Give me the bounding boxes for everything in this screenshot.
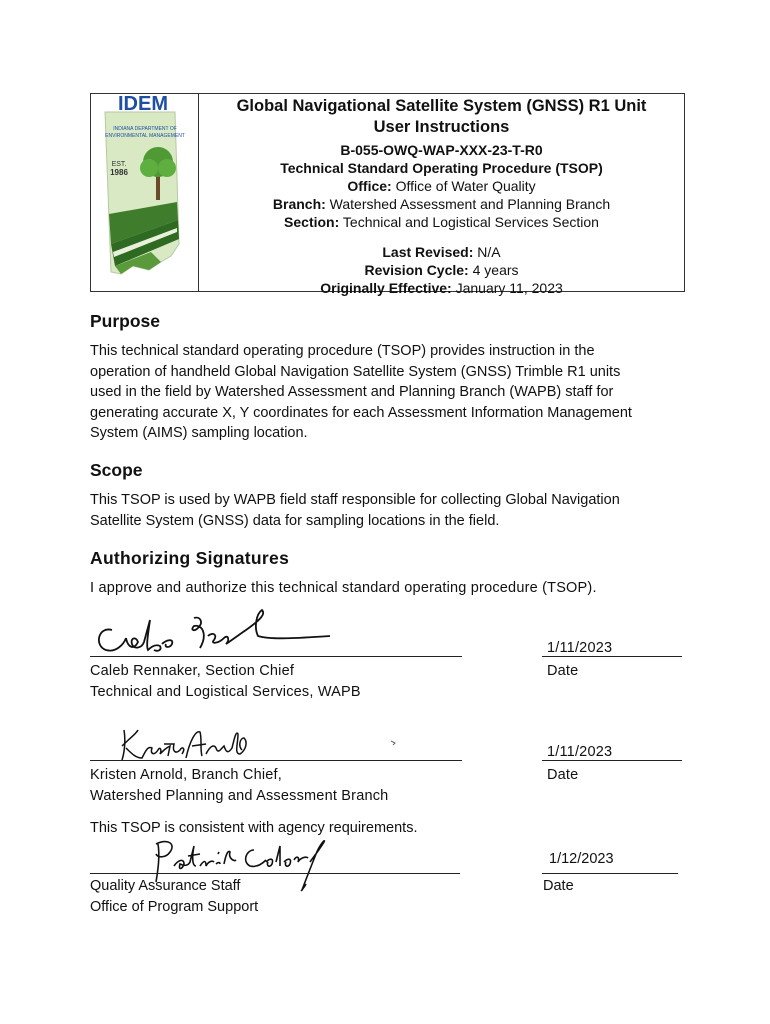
- office-line: [199, 177, 684, 195]
- title-line-1: Global Navigational Satellite System (GNSS) R1 Unit: [236, 97, 647, 115]
- section-line: [199, 213, 684, 231]
- effective-label: Originally Effective:: [320, 280, 452, 296]
- signature-line-3: [90, 873, 460, 874]
- signature-line-2: [90, 760, 462, 761]
- effective-line: [199, 279, 684, 297]
- date-line-3: [542, 873, 678, 874]
- last-revised-value: N/A: [473, 244, 501, 260]
- last-revised-line: [199, 243, 684, 261]
- revision-cycle-line: [199, 261, 684, 279]
- signatures-intro: I approve and authorize this technical standard operating procedure (TSOP).: [90, 580, 597, 596]
- signature-2-date: 1/11/2023: [547, 744, 613, 760]
- purpose-line: used in the field by Watershed Assessment and Planning Branch (WAPB) staff for: [90, 384, 614, 400]
- signer-2-title: Watershed Planning and Assessment Branch: [90, 788, 389, 804]
- section-label: Section:: [284, 214, 340, 230]
- date-label-2: Date: [547, 767, 579, 783]
- scope-heading: Scope: [90, 460, 143, 480]
- office-value: Office of Water Quality: [391, 178, 536, 194]
- scope-line: This TSOP is used by WAPB field staff responsible for collecting Global Navigation: [90, 492, 620, 508]
- logo-tagline-1: INDIANA DEPARTMENT OF: [113, 126, 177, 132]
- logo-est: EST.: [111, 161, 127, 168]
- branch-line: [199, 195, 684, 213]
- signer-3-title: Office of Program Support: [90, 899, 259, 915]
- document-header: [90, 93, 685, 296]
- signatures-heading: Authorizing Signatures: [90, 548, 290, 568]
- revision-cycle-label: Revision Cycle:: [364, 262, 469, 278]
- signer-2-name: Kristen Arnold, Branch Chief,: [90, 767, 282, 783]
- date-label-1: Date: [547, 663, 579, 679]
- signature-1-date: 1/11/2023: [547, 640, 613, 656]
- consistency-statement: This TSOP is consistent with agency requirements.: [90, 820, 418, 836]
- signer-3-name: Quality Assurance Staff: [90, 878, 241, 894]
- document-number: B-055-OWQ-WAP-XXX-23-T-R0: [340, 142, 543, 158]
- logo-brand: IDEM: [118, 94, 168, 115]
- header-text: [199, 94, 684, 297]
- section-value: Technical and Logistical Services Section: [339, 214, 599, 230]
- branch-value: Watershed Assessment and Planning Branch: [325, 196, 611, 212]
- revision-cycle-value: 4 years: [468, 262, 519, 278]
- branch-label: Branch:: [272, 196, 326, 212]
- signature-3-date: 1/12/2023: [549, 851, 614, 867]
- office-label: Office:: [347, 178, 392, 194]
- purpose-line: generating accurate X, Y coordinates for each Assessment Information Management: [90, 404, 632, 421]
- scope-paragraph: [90, 490, 680, 531]
- idem-logo: [91, 94, 199, 291]
- signer-1-title: Technical and Logistical Services, WAPB: [90, 684, 361, 700]
- purpose-paragraph: [90, 341, 680, 444]
- title-line-2: User Instructions: [373, 118, 510, 136]
- purpose-heading: Purpose: [90, 311, 161, 331]
- last-revised-label: Last Revised:: [382, 244, 474, 260]
- effective-value: January 11, 2023: [451, 280, 563, 296]
- purpose-line: System (AIMS) sampling location.: [90, 425, 308, 441]
- purpose-line: This technical standard operating procedure (TSOP) provides instruction in the: [90, 343, 595, 359]
- stray-mark: [390, 738, 398, 746]
- signature-caleb-rennaker: [90, 600, 350, 662]
- date-line-2: [542, 760, 682, 761]
- date-line-1: [542, 656, 682, 657]
- purpose-line: operation of handheld Global Navigation Satellite System (GNSS) Trimble R1 units: [90, 363, 621, 380]
- scope-line: Satellite System (GNSS) data for sampling locations in the field.: [90, 512, 500, 529]
- document-type: Technical Standard Operating Procedure (TSOP): [280, 160, 603, 176]
- logo-year: 1986: [110, 168, 128, 177]
- date-label-3: Date: [543, 878, 574, 894]
- signer-1-name: Caleb Rennaker, Section Chief: [90, 663, 295, 679]
- signature-line-1: [90, 656, 462, 657]
- logo-tagline-2: ENVIRONMENTAL MANAGEMENT: [105, 133, 185, 139]
